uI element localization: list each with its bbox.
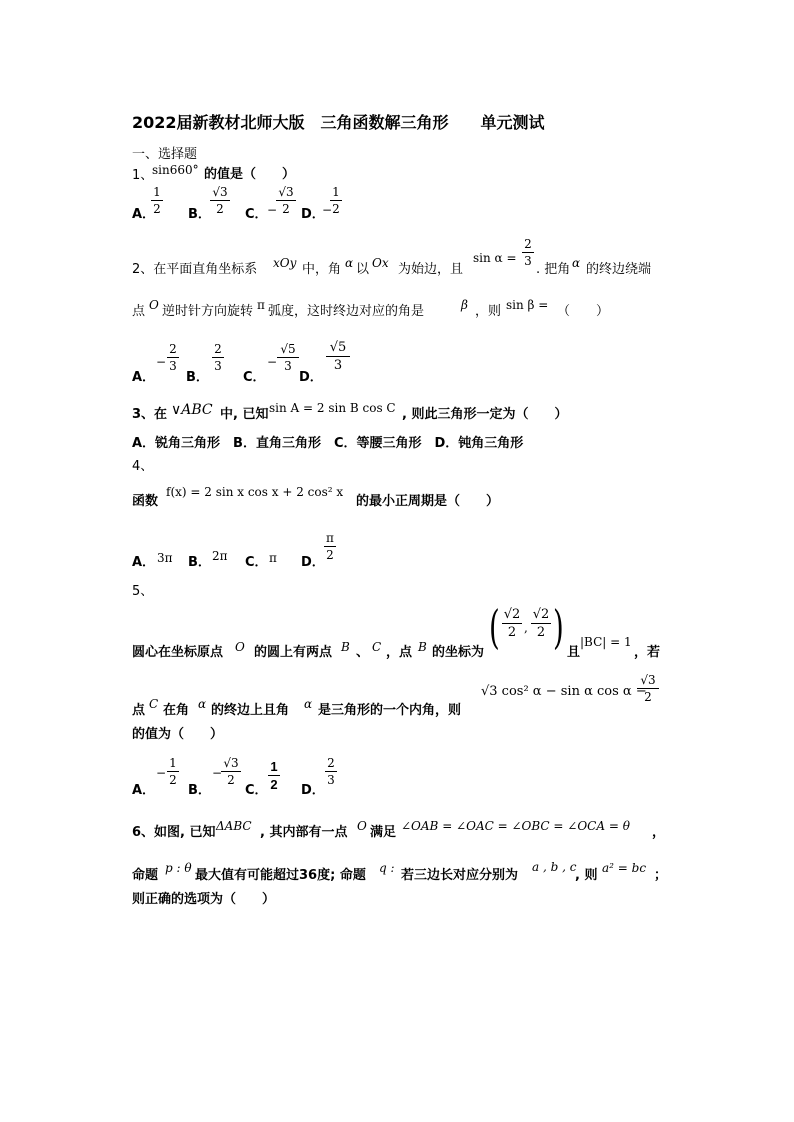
q1-option-c-fraction: √3 2 — [276, 186, 296, 215]
q3-options: A．锐角三角形 B．直角三角形 C．等腰三角形 D．钝角三角形 — [132, 436, 524, 451]
q5-option-c-fraction: 1 2 — [268, 760, 280, 791]
q1-expr: sin660° — [152, 163, 199, 177]
q1-option-a-fraction: 1 2 — [151, 186, 163, 215]
q5-coord-y-fraction: √2 2 — [532, 607, 550, 640]
q5-coord-x-fraction: √2 2 — [503, 607, 521, 640]
q5-expression: √3 cos² α − sin α cos α − — [481, 684, 647, 699]
q2-option-d-fraction: √5 3 — [326, 341, 350, 372]
q5-right-paren: ) — [553, 600, 564, 654]
q5-expression-fraction: √3 2 — [637, 674, 659, 703]
q2-option-a-fraction: 2 3 — [167, 343, 179, 372]
q2-sin-alpha-fraction: 2 3 — [522, 238, 534, 267]
q1-option-b-fraction: √3 2 — [210, 186, 230, 215]
q2-option-b-fraction: 2 3 — [212, 343, 224, 372]
q5-option-a-fraction: 1 2 — [167, 757, 179, 786]
q5-left-paren: ( — [489, 600, 500, 654]
section-heading: 一、选择题 — [132, 147, 198, 162]
q5-option-b-fraction: √3 2 — [221, 757, 241, 786]
q5-option-d-fraction: 2 3 — [325, 757, 337, 786]
q1-option-d-fraction: 1 2 — [330, 186, 342, 215]
q4-option-d-fraction: π 2 — [324, 532, 336, 561]
page-title: 2022届新教材北师大版 三角函数解三角形 单元测试 — [132, 113, 545, 132]
q2-option-c-fraction: √5 3 — [277, 343, 299, 372]
